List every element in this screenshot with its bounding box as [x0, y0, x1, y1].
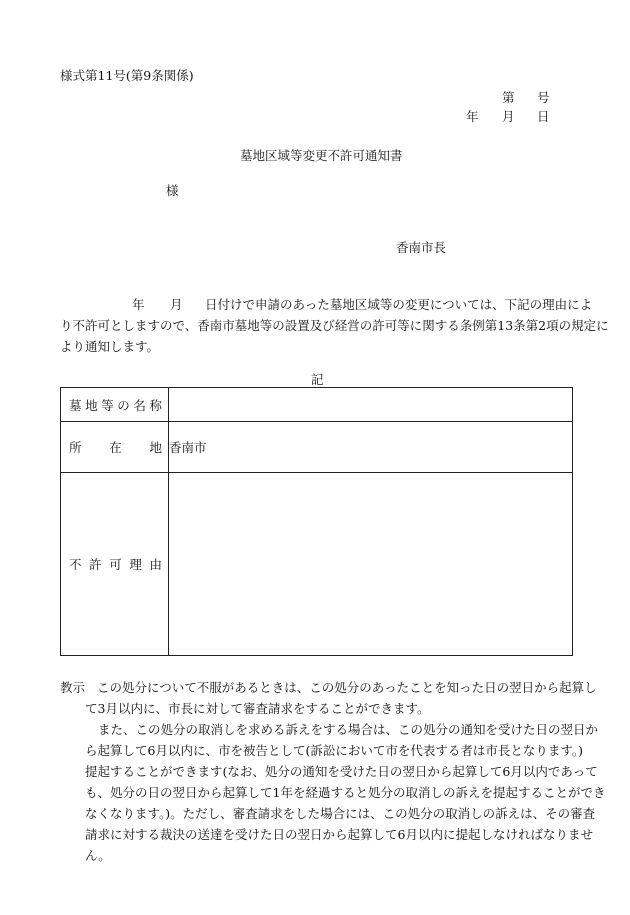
label-char: の — [117, 397, 130, 413]
notice-line: なくなります。)。ただし、審査請求をした場合には、この処分の取消しの訴えは、その審査 — [85, 806, 596, 821]
label-char: 理 — [129, 557, 142, 572]
notice-line: この処分について不服があるときは、この処分のあったことを知った日の翌日から起算し — [97, 680, 597, 695]
notice-line: 提起することができます(なお、処分の通知を受けた日の翌日から起算して6月以内であって — [85, 764, 598, 779]
details-table — [60, 387, 573, 656]
label-char: 所 — [69, 440, 82, 455]
body-line2: り不許可としますので、香南市墓地等の設置及び経営の許可等に関する条例第13条第2項の規定に — [60, 318, 609, 333]
date-month: 月 — [502, 109, 515, 124]
notice-heading: 教示 — [60, 680, 86, 695]
row-value-location: 香南市 — [169, 422, 573, 473]
body-month: 月 — [170, 297, 183, 312]
label-char: 等 — [101, 397, 114, 413]
label-char: 在 — [109, 440, 122, 455]
notice-block — [60, 677, 606, 866]
label-char: 由 — [149, 557, 162, 572]
sender-name: 香南市長 — [396, 240, 447, 255]
table-row — [61, 473, 573, 656]
table-row — [61, 422, 573, 473]
row-label-location — [61, 422, 169, 473]
document-title: 墓地区域等変更不許可通知書 — [240, 148, 403, 163]
ki-marker: 記 — [311, 372, 324, 387]
label-char: 墓 — [69, 397, 82, 413]
table-row — [61, 388, 573, 422]
date-day: 日 — [537, 109, 550, 124]
doc-number-gou: 号 — [537, 90, 550, 105]
date-year: 年 — [466, 109, 479, 124]
addressee-suffix: 様 — [166, 183, 179, 198]
notice-line: ら起算して6月以内に、市を被告として(訴訟において市を代表する者は市長となります。) — [85, 743, 583, 758]
body-line1: 日付けで申請のあった墓地区域等の変更については、下記の理由によ — [205, 297, 593, 312]
label-char: 名 — [133, 397, 146, 413]
notice-line: て3月以内に、市長に対して審査請求をすることができます。 — [85, 701, 430, 716]
form-number: 様式第11号(第9条関係) — [60, 68, 194, 83]
notice-line: また、この処分の取消しを求める訴えをする場合は、この処分の通知を受けた日の翌日か — [98, 722, 599, 737]
label-char: 許 — [89, 557, 102, 572]
body-line3: より通知します。 — [60, 339, 160, 354]
label-char: 可 — [109, 557, 122, 572]
notice-line: 請求に対する裁決の送達を受けた日の翌日から起算して6月以内に提起しなければなりませ — [85, 827, 593, 842]
doc-number-dai: 第 — [502, 90, 515, 105]
notice-line: も、処分の日の翌日から起算して1年を経過すると処分の取消しの訴えを提起することができ — [85, 785, 606, 800]
body-year: 年 — [132, 297, 145, 312]
row-value-reason — [169, 473, 573, 656]
label-char: 不 — [69, 557, 82, 572]
row-label-reason — [61, 473, 169, 656]
row-label-name — [61, 388, 169, 422]
row-value-name — [169, 388, 573, 422]
label-char: 地 — [85, 397, 98, 413]
label-char: 称 — [149, 397, 162, 413]
label-char: 地 — [149, 440, 162, 455]
notice-line: ん。 — [85, 848, 111, 863]
